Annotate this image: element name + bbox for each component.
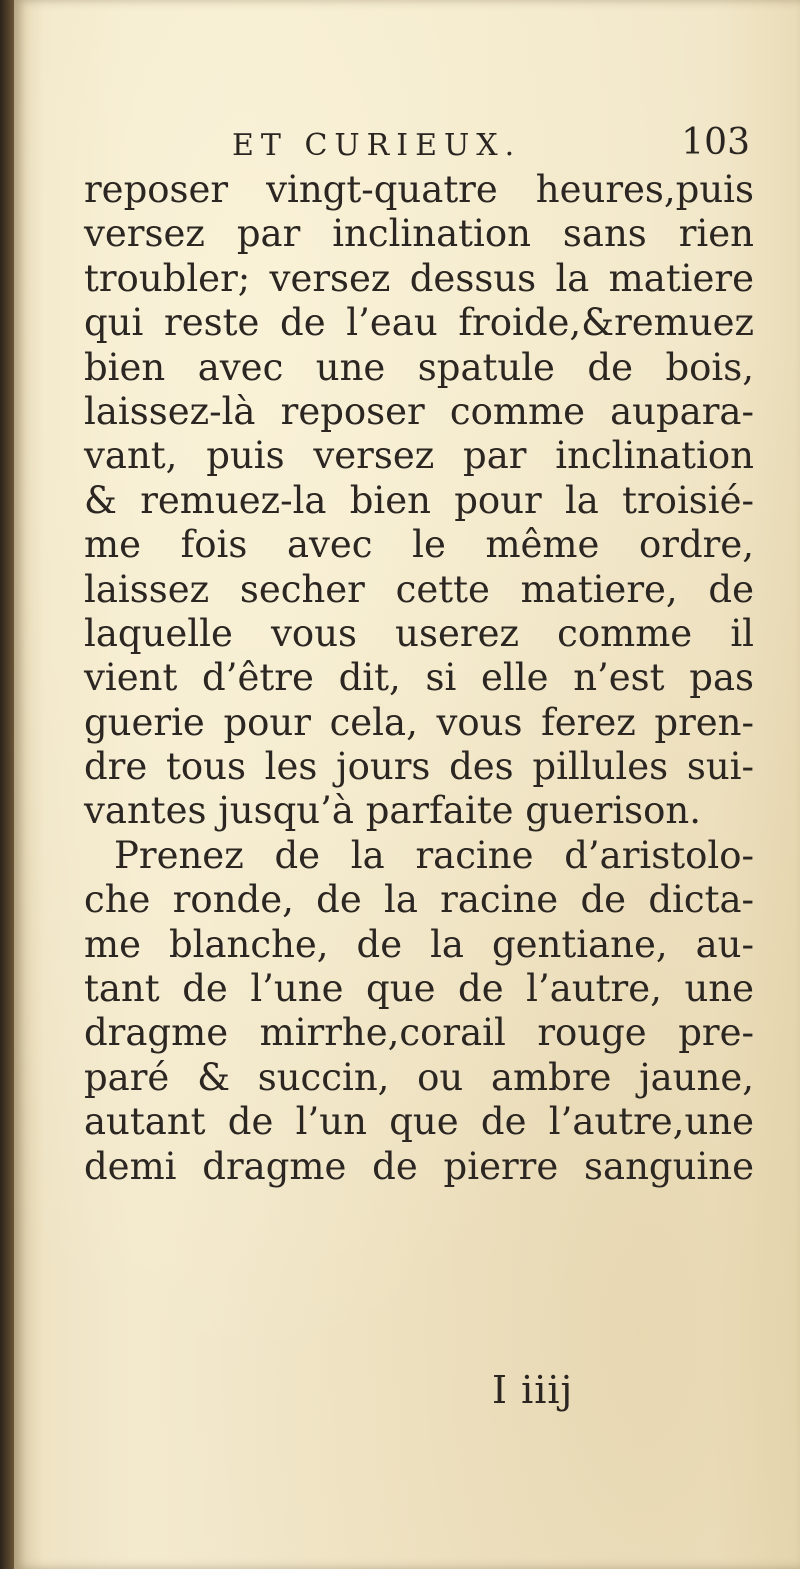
text-line: reposer vingt-quatre heures,puis (84, 168, 754, 211)
book-spine-shadow (0, 0, 14, 1569)
text-line: Prenez de la racine d’aristolo- (114, 833, 754, 877)
body-text (84, 168, 754, 1189)
text-line: & remuez-la bien pour la troisié- (84, 478, 754, 522)
text-line: vantes jusqu’à parfaite guerison. (84, 789, 702, 833)
text-line: guerie pour cela, vous ferez pren- (84, 700, 754, 744)
text-line: qui reste de l’eau froide,&remuez (84, 301, 754, 345)
text-line: vient d’être dit, si elle n’est pas (84, 656, 754, 700)
page-number: 103 (681, 122, 750, 163)
running-title: ET CURIEUX. (232, 128, 522, 163)
text-line: laissez-là reposer comme aupara- (84, 389, 754, 433)
text-line: laquelle vous userez comme il (84, 611, 754, 655)
text-line: me fois avec le même ordre, (84, 523, 754, 567)
text-line: dragme mirrhe,corail rouge pre- (84, 1011, 754, 1055)
text-line: me blanche, de la gentiane, au- (84, 922, 754, 966)
text-line: paré & succin, ou ambre jaune, (84, 1055, 754, 1099)
text-line: laissez secher cette matiere, de (84, 567, 754, 611)
text-line: vant, puis versez par inclination (84, 434, 754, 478)
text-line: che ronde, de la racine de dicta- (84, 878, 754, 922)
text-line: bien avec une spatule de bois, (84, 345, 754, 389)
text-line: dre tous les jours des pillules sui- (84, 745, 754, 789)
book-page (14, 0, 800, 1569)
page-header (14, 122, 800, 172)
text-line: troubler; versez dessus la matiere (84, 256, 754, 300)
text-line: versez par inclination sans rien (84, 212, 754, 256)
text-line: demi dragme de pierre sanguine (84, 1144, 754, 1188)
text-line: tant de l’une que de l’autre, une (84, 967, 754, 1011)
signature-mark: I iiij (492, 1368, 574, 1412)
text-line: autant de l’un que de l’autre,une (84, 1100, 754, 1144)
